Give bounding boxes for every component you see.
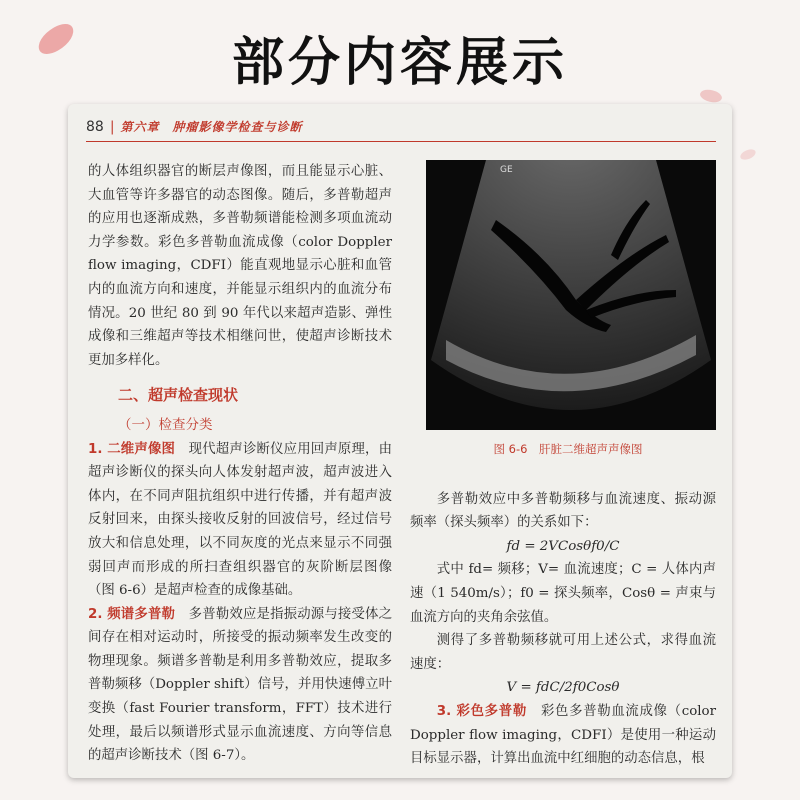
formula-1: fd = 2VCosθf0/C <box>506 538 620 554</box>
header-separator: | <box>109 118 115 135</box>
item1-paragraph <box>88 438 392 603</box>
item2-text: 多普勒效应是指振动源与接受体之间存在相对运动时，所接受的振动频率发生改变的物理现象。频谱多普勒是利用多普勒效应，提取多普勒频移（Doppler shift）信号，并用快速傅立叶变换（fast Fourier transform，FFT）技术进行处理，最后以频谱形式显示血流速度、方向等信息的超声诊断技术（图 6-7）。 <box>88 606 393 764</box>
left-column <box>88 160 392 768</box>
item2-title: 2. 频谱多普勒 <box>88 606 176 622</box>
intro-paragraph: 的人体组织器官的断层声像图，而且能显示心脏、大血管等许多器官的动态图像。随后，多普勒超声的应用也逐渐成熟，多普勒频谱能检测多项血流动力学参数。彩色多普勒血流成像（color Doppler flow imaging，CDFI）能直观地显示心脏和血管内的血流方向和速度，并能显示组织内的血流分布情况。20 世纪 80 到 90 年代以来超声造影、弹性成像和三维超声等技术相继问世，使超声诊断技术更加多样化。 <box>88 164 392 368</box>
page-number: 88 <box>86 118 104 135</box>
item2-paragraph <box>88 603 392 768</box>
right-paragraph-3: 测得了多普勒频移就可用上述公式，求得血流速度： <box>410 633 716 672</box>
item3-text: 彩色多普勒血流成像（color Doppler flow imaging，CDFI）是使用一种运动目标显示器，计算出血流中红细胞的动态信息，根 <box>410 703 716 767</box>
formula-2: V = fdC/2f0Cosθ <box>506 680 620 696</box>
item1-text: 现代超声诊断仪应用回声原理，由超声诊断仪的探头向人体发射超声波，超声波进入体内，在不同声阻抗组织中进行传播，并有超声波反射回来，由探头接收反射的回波信号，经过信号放大和信息处理，以不同灰度的光点来显示不同强弱回声而形成的所扫查组织器官的灰阶断层图像（图 6-6）是超声检查的成像基础。 <box>88 441 393 599</box>
sub-heading: （一）检查分类 <box>118 416 213 433</box>
right-column <box>410 160 716 771</box>
ultrasound-image <box>426 160 716 430</box>
section-heading: 二、超声检查现状 <box>118 386 239 405</box>
figure-caption: 图 6-6 肝脏二维超声声像图 <box>493 442 643 456</box>
right-paragraph-2: 式中 fd= 频移；V= 血流速度；C = 人体内声速（1 540m/s）；f0 = 探头频率，Cosθ = 声束与血流方向的夹角余弦值。 <box>410 562 716 625</box>
item3-paragraph <box>410 700 716 771</box>
page-header <box>86 112 716 142</box>
item1-title: 1. 二维声像图 <box>88 441 176 457</box>
image-label: GE <box>500 165 513 175</box>
banner-title: 部分内容展示 <box>231 33 568 93</box>
chapter-title: 第六章 肿瘤影像学检查与诊断 <box>120 120 303 134</box>
right-paragraph-1: 多普勒效应中多普勒频移与血流速度、振动源频率（探头频率）的关系如下： <box>410 491 716 531</box>
petal-decoration <box>739 148 757 161</box>
book-page <box>68 104 732 778</box>
item3-title: 3. 彩色多普勒 <box>436 703 527 719</box>
